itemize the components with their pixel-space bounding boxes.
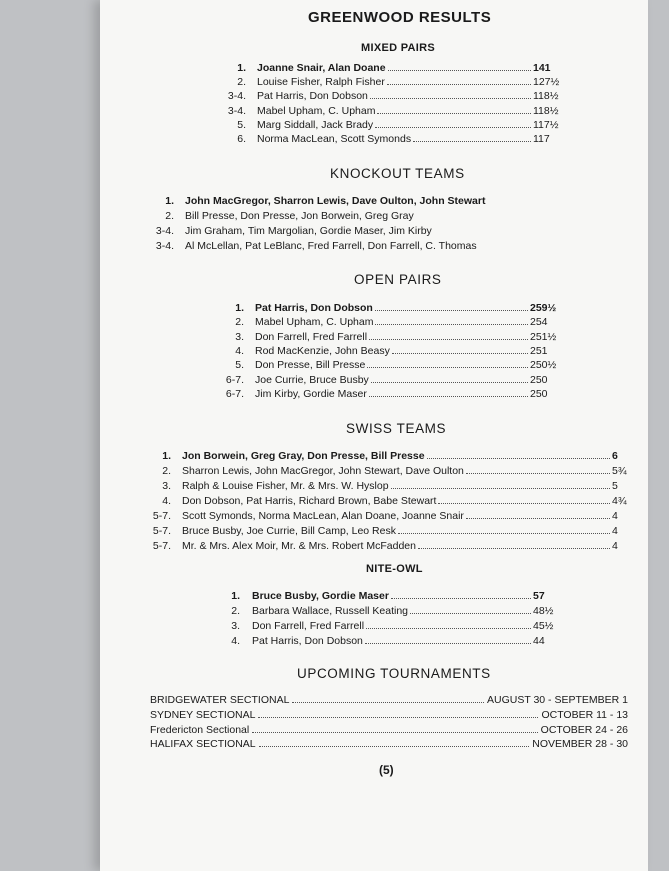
rank: 1.	[237, 62, 246, 74]
dot-leader	[369, 330, 528, 340]
rank: 2.	[162, 465, 171, 477]
tournament-name: BRIDGEWATER SECTIONAL	[150, 694, 290, 706]
rank: 2.	[237, 76, 246, 89]
score: 259½	[530, 302, 557, 314]
result-row	[0, 604, 669, 618]
rank: 3-4.	[155, 240, 174, 252]
score: 250	[530, 373, 548, 386]
names: Rod MacKenzie, John Beasy	[255, 344, 390, 357]
tournament-name: SYDNEY SECTIONAL	[150, 709, 256, 721]
tournament-row	[0, 693, 669, 707]
dot-leader	[392, 344, 528, 354]
dot-leader	[370, 89, 531, 99]
rank: 3-4.	[227, 104, 246, 117]
rank: 2.	[165, 210, 174, 222]
tournament-dates: NOVEMBER 28 - 30	[532, 738, 628, 750]
dot-leader	[292, 693, 484, 703]
score: 254	[530, 316, 548, 329]
names: Mabel Upham, C. Upham	[257, 104, 376, 117]
result-row	[0, 301, 669, 315]
dot-leader	[252, 723, 538, 733]
dot-leader	[259, 737, 529, 747]
score: 141	[533, 62, 551, 74]
dot-leader	[387, 75, 531, 85]
result-row	[0, 89, 669, 103]
dot-leader	[258, 708, 538, 718]
upcoming-tournaments-heading: UPCOMING TOURNAMENTS	[297, 666, 491, 681]
score: 4	[612, 525, 618, 537]
names: Bruce Busby, Joe Currie, Bill Camp, Leo Resk	[182, 525, 396, 537]
rank: 1.	[165, 195, 174, 207]
names: Bruce Busby, Gordie Maser	[252, 590, 389, 602]
score: 4¾	[612, 495, 627, 507]
result-row	[0, 315, 669, 329]
rank: 1.	[235, 302, 244, 314]
result-row	[0, 634, 669, 648]
result-row	[0, 539, 669, 553]
names: Scott Symonds, Norma MacLean, Alan Doane, Joanne Snair	[182, 510, 464, 522]
dot-leader	[388, 61, 531, 71]
dot-leader	[427, 449, 610, 459]
result-row	[0, 194, 669, 208]
dot-leader	[375, 118, 531, 128]
score: 251	[530, 344, 548, 357]
knockout-teams-heading: KNOCKOUT TEAMS	[330, 166, 465, 181]
tournament-dates: OCTOBER 24 - 26	[540, 724, 628, 736]
rank: 3.	[162, 480, 171, 492]
names: Mr. & Mrs. Alex Moir, Mr. & Mrs. Robert McFadden	[182, 540, 416, 552]
result-row	[0, 509, 669, 523]
tournament-name: HALIFAX SECTIONAL	[150, 738, 256, 750]
tournament-row	[0, 708, 669, 722]
score: 251½	[530, 330, 557, 343]
dot-leader	[418, 539, 610, 549]
dot-leader	[377, 104, 531, 114]
dot-leader	[466, 464, 610, 474]
tournament-row	[0, 737, 669, 751]
rank: 6-7.	[225, 387, 244, 400]
result-row	[0, 61, 669, 75]
result-row	[0, 358, 669, 372]
names: Marg Siddall, Jack Brady	[257, 118, 374, 131]
names: Joe Currie, Bruce Busby	[255, 373, 369, 386]
score: 44	[533, 635, 545, 647]
rank: 2.	[231, 605, 240, 617]
rank: 6-7.	[225, 373, 244, 386]
names: Jon Borwein, Greg Gray, Don Presse, Bill Presse	[182, 450, 425, 462]
names: Norma MacLean, Scott Symonds	[257, 133, 412, 145]
result-row	[0, 589, 669, 603]
result-row	[0, 449, 669, 463]
dot-leader	[438, 494, 610, 504]
rank: 3-4.	[155, 225, 174, 237]
result-row	[0, 224, 669, 238]
score: 45½	[533, 620, 554, 632]
dot-leader	[366, 619, 531, 629]
score: 4	[612, 540, 618, 552]
tournament-dates: OCTOBER 11 - 13	[541, 709, 628, 721]
score: 6	[612, 450, 618, 462]
rank: 3-4.	[227, 90, 246, 103]
score: 127½	[533, 76, 560, 89]
names: Don Presse, Bill Presse	[255, 359, 366, 372]
names: Louise Fisher, Ralph Fisher	[257, 76, 385, 89]
names: Pat Harris, Don Dobson	[257, 90, 368, 103]
dot-leader	[398, 524, 610, 534]
score: 117	[533, 133, 550, 145]
dot-leader	[466, 509, 610, 519]
tournament-row	[0, 723, 669, 737]
dot-leader	[391, 589, 531, 599]
score: 5¾	[612, 465, 627, 477]
swiss-teams-heading: SWISS TEAMS	[346, 421, 447, 436]
names: Don Dobson, Pat Harris, Richard Brown, Babe Stewart	[182, 495, 437, 507]
dot-leader	[375, 315, 528, 325]
rank: 5-7.	[152, 540, 171, 552]
dot-leader	[375, 301, 528, 311]
result-row	[0, 373, 669, 387]
names: Bill Presse, Don Presse, Jon Borwein, Greg Gray	[185, 210, 414, 222]
score: 5	[612, 480, 618, 492]
result-row	[0, 330, 669, 344]
result-row	[0, 132, 669, 146]
result-row	[0, 239, 669, 253]
result-row	[0, 104, 669, 118]
dot-leader	[367, 358, 528, 368]
dot-leader	[365, 634, 531, 644]
dot-leader	[410, 604, 531, 614]
score: 250	[530, 387, 548, 400]
rank: 5.	[235, 359, 244, 372]
rank: 4.	[231, 635, 240, 647]
mixed-pairs-heading: MIXED PAIRS	[361, 42, 435, 54]
rank: 4.	[162, 495, 171, 507]
rank: 1.	[162, 450, 171, 462]
rank: 5-7.	[152, 525, 171, 537]
result-row	[0, 118, 669, 132]
result-row	[0, 464, 669, 478]
result-row	[0, 209, 669, 223]
dot-leader	[369, 387, 528, 397]
score: 4	[612, 510, 618, 522]
names: Don Farrell, Fred Farrell	[255, 330, 368, 343]
rank: 5.	[237, 118, 246, 131]
page-title: GREENWOOD RESULTS	[308, 9, 492, 26]
names: Ralph & Louise Fisher, Mr. & Mrs. W. Hyslop	[182, 480, 389, 492]
rank: 3.	[231, 620, 240, 632]
names: Al McLellan, Pat LeBlanc, Fred Farrell, Don Farrell, C. Thomas	[185, 240, 477, 252]
tournament-name: Fredericton Sectional	[150, 724, 250, 736]
score: 57	[533, 590, 545, 602]
result-row	[0, 494, 669, 508]
dot-leader	[371, 373, 528, 383]
names: Don Farrell, Fred Farrell	[252, 620, 365, 632]
rank: 2.	[235, 316, 244, 329]
score: 118½	[533, 90, 559, 103]
result-row	[0, 387, 669, 401]
rank: 3.	[235, 330, 244, 343]
score: 118½	[533, 104, 559, 117]
score: 250½	[530, 359, 557, 372]
page-number: (5)	[379, 763, 394, 777]
names: Pat Harris, Don Dobson	[252, 635, 363, 647]
result-row	[0, 619, 669, 633]
nite-owl-heading: NITE-OWL	[366, 563, 423, 575]
result-row	[0, 524, 669, 538]
open-pairs-heading: OPEN PAIRS	[354, 272, 442, 287]
names: Pat Harris, Don Dobson	[255, 302, 373, 314]
rank: 1.	[231, 590, 240, 602]
names: Mabel Upham, C. Upham	[255, 316, 374, 329]
result-row	[0, 479, 669, 493]
tournament-dates: AUGUST 30 - SEPTEMBER 1	[486, 694, 628, 706]
rank: 5-7.	[152, 510, 171, 522]
names: Joanne Snair, Alan Doane	[257, 62, 386, 74]
score: 117½	[533, 118, 559, 131]
score: 48½	[533, 605, 554, 617]
names: Barbara Wallace, Russell Keating	[252, 605, 409, 617]
result-row	[0, 344, 669, 358]
dot-leader	[413, 132, 531, 142]
names: Jim Kirby, Gordie Maser	[255, 387, 367, 400]
names: John MacGregor, Sharron Lewis, Dave Oulton, John Stewart	[185, 195, 486, 207]
result-row	[0, 75, 669, 89]
rank: 4.	[235, 344, 244, 357]
dot-leader	[391, 479, 610, 489]
rank: 6.	[237, 133, 246, 145]
names: Sharron Lewis, John MacGregor, John Stewart, Dave Oulton	[182, 465, 464, 477]
names: Jim Graham, Tim Margolian, Gordie Maser, Jim Kirby	[185, 225, 432, 237]
